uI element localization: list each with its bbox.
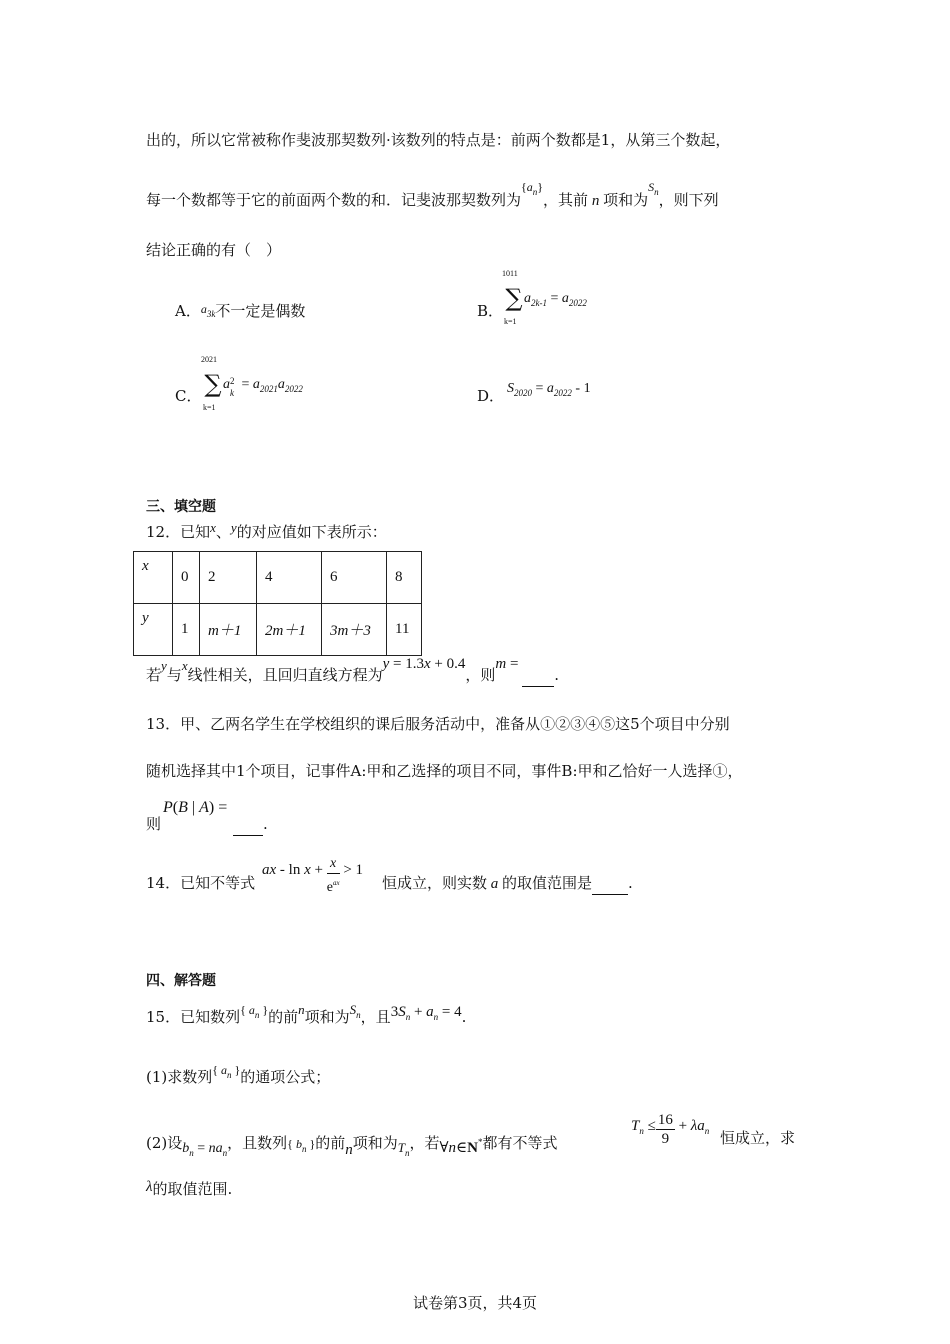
table-row [134, 552, 422, 604]
value-table [133, 551, 422, 656]
table-cell: 3m＋3 [322, 604, 387, 656]
section-4-title: 四、解答题 [146, 973, 216, 989]
var-y: y [230, 520, 237, 535]
option-d: D． [477, 387, 505, 405]
q13-answer-line: 则 . [146, 813, 268, 836]
var-x: x [210, 520, 216, 535]
option-c: C． [175, 387, 202, 405]
table-cell: 4 [257, 552, 322, 604]
q15-inequality: $T_n$ ≤ $\frac{16}{9}$ + $\lambda a_n$ [631, 1112, 710, 1147]
page-footer: 试卷第3页，共4页 [412, 1294, 538, 1312]
intro-line-1: 出的，所以它常被称作斐波那契数列·该数列的特点是：前两个数都是1，从第三个数起， [146, 131, 731, 149]
table-cell: 2 [200, 552, 257, 604]
q15-stem: 15．已知数列$^{\{ a_n \}}$的前n项和为$S_n$，且$3S_n + a_n = 4$. [146, 1002, 467, 1026]
q14-inequality: ax - ln x + $\frac{x}{e^{ax}}$ > 1 [262, 856, 364, 895]
answer-blank[interactable] [522, 664, 554, 687]
q15-part-2-line-2: λ的取值范围. [146, 1179, 233, 1198]
q13-line-1: 13．甲、乙两名学生在学校组织的课后服务活动中，准备从①②③④⑤这5个项目中分别 [146, 715, 730, 733]
formula-option-c: 2021 ∑ k=1 a 2 k = $a_{2021}a_{2022}$ [201, 355, 303, 412]
formula-option-b: 1011 ∑ k=1 $a_{2k-1} = a_{2022}$ [502, 269, 587, 326]
sequence-an-formula: {an} [521, 180, 544, 197]
table-cell: x [134, 552, 173, 604]
q15-part-2-end: 恒成立，求 [720, 1129, 796, 1147]
table-cell: 1 [173, 604, 200, 656]
condition-formula: $3S_n + a_n = 4$ [390, 1004, 462, 1022]
table-cell: 2m＋1 [257, 604, 322, 656]
table-cell: 6 [322, 552, 387, 604]
table-cell: 11 [387, 604, 422, 656]
option-a: A．$^{a_{3k}}$不一定是偶数 [175, 302, 306, 320]
formula-option-d: $S_{2020} = a_{2022} - 1$ [507, 381, 591, 398]
q13-line-2: 随机选择其中1个项目，记事件A:甲和乙选择的项目不同，事件B:甲和乙恰好一人选择①， [146, 762, 743, 780]
q13-probability-formula: P(B | A) = [163, 799, 228, 816]
sum-sn-formula: Sn [648, 180, 659, 197]
table-cell: 0 [173, 552, 200, 604]
intro-line-3: 结论正确的有（ ） [146, 241, 282, 259]
table-row [134, 604, 422, 656]
table-cell: m＋1 [200, 604, 257, 656]
q12-stem: 12．已知x、y的对应值如下表所示： [146, 520, 387, 541]
q12-condition: 若y与x线性相关，且回归直线方程为y = 1.3x + 0.4，则m = . [146, 664, 559, 687]
answer-blank[interactable] [233, 813, 263, 836]
q15-part-1: (1)求数列$^{\{ a_n \}}$的通项公式； [146, 1063, 331, 1086]
option-b: B． [477, 302, 504, 320]
regression-equation: y = 1.3x + 0.4 [382, 656, 466, 672]
section-3-title: 三、填空题 [146, 499, 216, 515]
table-cell: 8 [387, 552, 422, 604]
answer-blank[interactable] [592, 872, 628, 895]
q14-stem: 14．已知不等式 [146, 874, 256, 892]
table-cell: y [134, 604, 173, 656]
formula-a3k: a3k [200, 302, 216, 319]
q15-part-2: (2)设$b_n = na_n$，且数列{ $b_n$ }的前n项和为$T_n$，若∀n∈N*都有不等式 [146, 1134, 558, 1158]
q14-stem-end: 恒成立，则实数 a 的取值范围是 . [382, 872, 633, 895]
intro-line-2: 每一个数都等于它的前面两个数的和．记斐波那契数列为$^{\{a_n\}}$，其前 n 项和为$^{S_n}$，则下列 [146, 180, 719, 209]
